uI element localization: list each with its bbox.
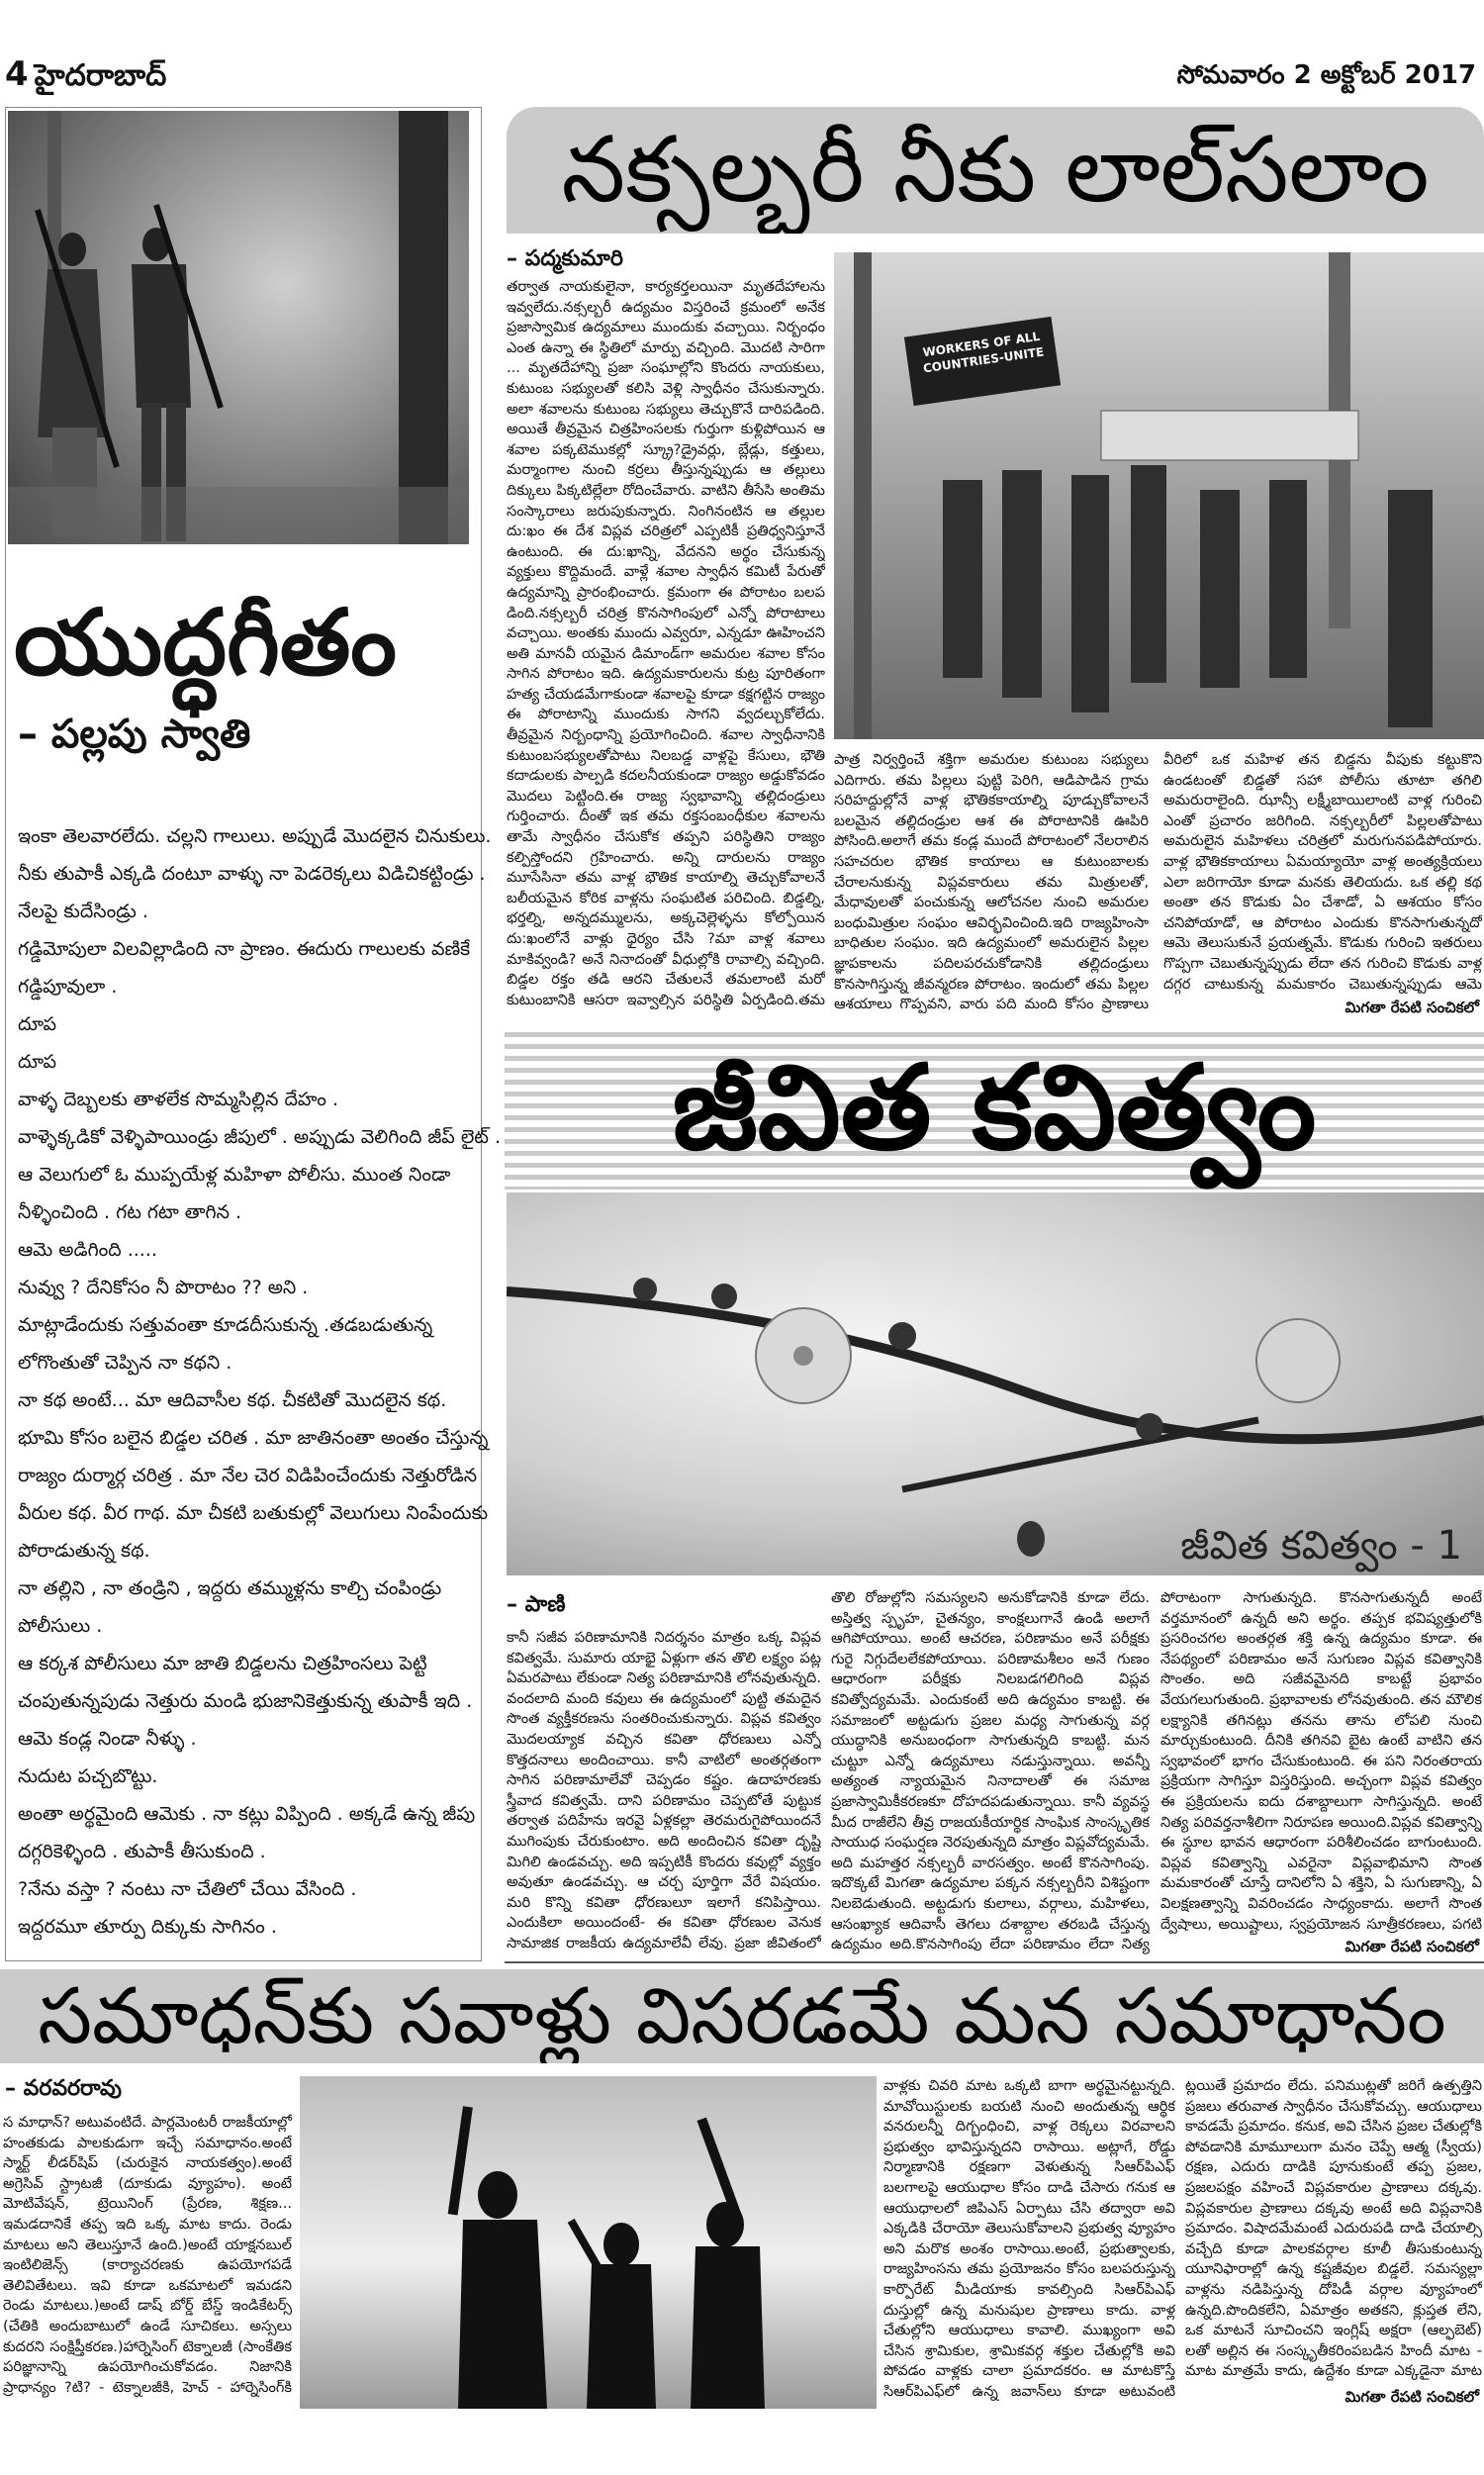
poem-body <box>18 817 502 1946</box>
poem-line: దగ్గరికెళ్ళింది . తుపాకీ తీసుకుంది . <box>18 1841 266 1862</box>
poem-line: అంతా అర్థమైంది ఆమెకు . నా కట్లు విప్పింది . అక్కడే ఉన్న జీపు <box>18 1803 476 1825</box>
article1-column-2: పాత్ర నిర్వర్తించే శక్తిగా అమరుల కుటుంబ సభ్యులు ఎదిగారు. తమ పిల్లలు పుట్టి పెరిగి, ఆడిపాడిన గ్రామ సరిహద్దుల్లోనే వాళ్ల భౌతికకాయాల్ని పూడ్చుకోవాలనే బలమైన తల్లిదండ్రుల ఆశ ఈ పోరాటానికి ఊపిరి పోసింది.అలాగే తమ కండ్ల ముందే పోరాటంలో నేలరాలిన సహచరుల భౌతిక కాయాలు ఆ కుటుంబాలకు చేరాలనుకున్న విప్లవకారులు తమ మిత్రులతో, మేధావులతో పంచుకున్న ఆలోచనల నుంచి అమరుల బంధుమిత్రుల సంఘం ఆవిర్భవించింది.ఇది రాజ్యహింసా బాధితుల సంఘం. ఇది ఉద్యమంలో అమరులైన పిల్లల జ్ఞాపకాలను పదిలపరచుకోడానికి తల్లిదండ్రులు కొనసాగిస్తున్న జీవన్మరణ పోరాటం. ఇందులో తమ పిల్లల ఆశయాలు గొప్పవని, వారు పది మంది కోసం ప్రాణాలు <box>834 751 1149 1013</box>
poem-line: ఇద్దరమూ తూర్పు దిక్కుకు సాగినం . <box>18 1916 277 1938</box>
article1-column-3: వీరిలో ఒక మహిళ తన బిడ్డను వీపుకు కట్టుకొని ఉండటంతో బిడ్డతో సహా పోలీసు తూటా తగిలి అమరురాలైంది. ఝాన్సీ లక్ష్మీబాయిలాంటి వాళ్ల గురించి ఎంతో ప్రచారం జరిగింది. నక్సల్బరీలో పిల్లలతోపాటు అమరులైన మహిళలు చరిత్రలో మరుగునపడిపోయారు. వాళ్ల భౌతికకాయాలు ఏమయ్యాయో వాళ్ల అంత్యక్రియలు ఎలా జరిగాయో కూడా మనకు తెలియదు. ఒక తల్లి కథ అంతా తన కొడుకు ఏం చేశాడో, ఏ ఆశయం కోసం చనిపోయాడో, ఆ పోరాటం ఎందుకు కొనసాగుతున్నదో ఆమె తెలుసుకునే ప్రయత్నమే. కొడుకు గురించి ఇతరులు గొప్పగా చెబుతున్నప్పుడు లేదా తన గురించి కొడుకు వాళ్ల దగ్గర చాటుకున్న మమకారం చెబుతున్నప్పుడు ఆమె <box>1163 751 1482 993</box>
guerrillas-silhouette-image <box>8 111 469 544</box>
article1-continued: మిగతా రేపటి సంచికలో <box>1345 999 1479 1016</box>
poem-line: భూమి కోసం బలైన బిడ్డల చరిత . మా జాతినంతా అంతం చేస్తున్న <box>18 1427 489 1449</box>
article2-photo <box>507 1192 1484 1575</box>
photo-banner-text: WORKERS OF ALL COUNTRIES-UNITE <box>921 329 1046 376</box>
poem-line: నా కథ అంటే... మా ఆదివాసీల కథ. చీకటితో మొదలైన కథ. <box>18 1389 447 1411</box>
article2-headline: జీవిత కవిత్వం <box>505 1025 1484 1190</box>
poem-line: పోలీసులు . <box>18 1615 103 1637</box>
poem-line: ఆ వెలుగులో ఓ ముప్పయేళ్ల మహిళా పోలీసు. ముంత నిండా <box>18 1164 451 1186</box>
poem-line: వాళ్ళెక్కడికో వెళ్ళిపాయిండ్రు జీపులో . అప్పుడు వెలిగింది జీప్ లైట్ . <box>18 1126 502 1148</box>
poem-line: దూప <box>18 1051 57 1073</box>
article3-headline: సమాధన్‌కు సవాళ్లు విసరడమే మన సమాధానం <box>0 1969 1484 2063</box>
poem-line: నుదుట పచ్చబొట్టు. <box>18 1765 158 1787</box>
poem-line: గడ్డిపూవులా . <box>18 976 118 998</box>
poem-line: పోరాడుతున్న కథ. <box>18 1540 150 1562</box>
article2-column-3: పోరాటంగా సాగుతున్నది. కొనసాగుతున్నదీ అంటే వర్తమానంలో ఉన్నదీ అని అర్థం. తప్పక భవిష్యత్తులోకి ప్రసరించగల అంతర్గత శక్తి ఉన్న ఉద్యమం కూడా. ఈ నేపథ్యంలో పరిణామం అనే సుగుణం విప్లవ కవిత్వానికి సొంతం. అది సజీవమైనది కాబట్టే ప్రభావం వేయగలుగుతుంది. ప్రభావాలకు లోనవుతుంది. తన మౌలిక లక్ష్యానికి తగినట్లు తనను తాను లోపలి నుంచి మార్చుకుంటుంది. దీనికి తగినవి బైట ఉంటే వాటిని తన స్వభావంలో భాగం చేసుకుంటుంది. ఈ పని నిరంతరాయ ప్రక్రియగా సాగిస్తూ విస్తరిస్తుంది. అచ్చంగా విప్లవ కవిత్వం ఈ ప్రక్రియలను ఐదు దశాబ్దాలుగా సాగిస్తున్నది. అంటే నిత్య పరివర్తనాశీలిగా నిరూపణ అయింది.విప్లవ కవిత్వాన్ని ఈ స్థూల భావన ఆధారంగా పరిశీలించడం బాగుంటుంది. విప్లవ కవిత్వాన్ని ఎవరైనా విప్లవాభిమాని సొంత మమకారంతో చూస్తే దానిలోని ఏ శక్తిని, ఏ సుగుణాన్ని, ఏ విలక్షణత్వాన్ని వివరించడం సాధ్యంకాదు. అలాగే సొంత ద్వేషాలు, అయిష్టాలు, స్వప్రయోజన సూత్రీకరణలు, పగటి <box>1160 1589 1482 1933</box>
article3-photo <box>300 2076 877 2409</box>
article3-column-3: ట్లయితే ప్రమాదం లేదు. పనిముట్లతో జరిగే ఉత్పత్తిని ప్రజలు తరువాత స్వాధీనం చేసుకోవచ్చు. ఆయుధాలు కావడమే ప్రమాదం. కనుక, అవి చేసిన ప్రజల చేతుల్లోకి పోవడానికి మామూలుగా మనం చెప్పే ఆత్మ (స్వీయ) రక్షణ, ఎదురు దాడికి పూనుకుంటే తప్ప ప్రజల, ప్రజలపక్షం వహించే విప్లవకారుల ప్రాణాలు దక్కవు. విప్లవకారుల ప్రాణాలు దక్కవు అంటే అది విప్లవానికి ప్రమాదం. విషాదమేమంటే ఎదురుపడి దాడి చేయాల్సి వచ్చేది కూడా పాలకవర్గాల కూలీ తీసుకుంటున్న యూనిఫారాల్లో ఉన్న కష్టజీవుల బిడ్డలే. సమస్యల్లా వాళ్లను నడిపిస్తున్న దోపిడీ వర్గాల వ్యూహంలో ఉన్నది.పొందికలేని, ఏమాత్రం అతకని, క్లుప్తత లేని, ఒక మాటనే సూచించని ఇంగ్లిష్ అక్షరా (ఆల్ఫబెట్) లతో అల్లిన ఈ సంస్కృతీకరింపబడిన హిందీ మాట - మాట మాత్రమే కాదు, ఉద్దేశం కూడా ఎక్కడైనా మాట <box>1185 2077 1482 2380</box>
poem-line: మాట్లాడేందుకు సత్తువంతా కూడదీసుకున్న .తడబడుతున్న <box>18 1314 433 1336</box>
article3-continued: మిగతా రేపటి సంచికలో <box>1345 2388 1479 2406</box>
poem-line: రాజ్యం దుర్మార్గ చరిత్ర . మా నేల చెర విడిపించేందుకు నెత్తురోడిన <box>18 1465 478 1486</box>
poem-line: నా తల్లిని , నా తండ్రిని , ఇద్దరు తమ్ముళ్లను కాల్చి చంపిండ్రు <box>18 1577 442 1599</box>
poem-line: ఇంకా తెలవారలేదు. చల్లని గాలులు. అప్పుడే మొదలైన చినుకులు. <box>18 825 492 847</box>
poem-line: వీరుల కథ. వీర గాథ. మా చీకటి బతుకుల్లో వెలుగులు నింపేందుకు <box>18 1502 489 1524</box>
poem-line: నేలపై కుదేసిండ్రు . <box>18 901 148 922</box>
edition-name: హైదరాబాద్ <box>34 58 167 93</box>
poem-line: ఆ కర్కశ పోలీసులు మా జాతి బిడ్డలను చిత్రహింసలు పెట్టి <box>18 1653 427 1674</box>
poem-line: లోగొంతుతో చెప్పిన నా కథని . <box>18 1352 232 1374</box>
issue-date: సోమవారం 2 అక్టోబర్ 2017 <box>1176 60 1476 90</box>
poem-line: గడ్డిమోపులా విలవిల్లాడింది నా ప్రాణం. ఈదురు గాలులకు వణికే <box>18 938 471 960</box>
poem-line: నీళ్ళించింది . గట గటా తాగిన . <box>18 1201 242 1223</box>
poem-photo <box>8 111 469 544</box>
article2-byline: – పాణి <box>507 1592 566 1617</box>
article1-column-1: తర్వాత నాయకులైనా, కార్యకర్తలయినా మృతదేహాలను ఇవ్వలేదు.నక్సల్బరీ ఉద్యమం విస్తరించే క్రమంలో అనేక ప్రజాస్వామిక ఉద్యమాలు ముందుకు వచ్చాయి. నిర్బంధం ఎంత ఉన్నా ఈ స్థితిలో మార్పు వచ్చింది. మొదటి సారిగా ... మృతదేహాన్ని ప్రజా సంఘాల్లోని కొందరు నాయకులు, కుటుంబ సభ్యులతో కలిసి వెళ్లి స్వాధీనం చేసుకున్నారు. అలా శవాలను కుటుంబ సభ్యులు తెచ్చుకొనే దారిపడింది. అయితే తీవ్రమైన చిత్రహింసలకు గుర్తుగా కుళ్లిపోయిన ఆ శవాల పక్కటెముకల్లో స్క్రూ?డ్రైవర్లు, బ్లేడ్లు, కత్తులు, మర్మాంగాల నుంచి కర్రలు తీస్తున్నప్పుడు ఆ తల్లులు దిక్కులు పిక్కటిల్లేలా రోదించేవారు. వాటిని తీసేసి అంతిమ సంస్కారాలు జరుపుకున్నారు. నింగినంటిన ఆ తల్లుల దు:ఖం ఈ దేశ విప్లవ చరిత్రలో ఎప్పటికీ ప్రతిధ్వనిస్తూనే ఉంటుంది. ఈ దు:ఖాన్ని, వేదనని అర్థం చేసుకున్న వ్యక్తులు కొద్దిమందే. వాళ్లే శవాల స్వాధీన కమిటీ పేరుతో ఉద్యమాన్ని ప్రారంభించారు. క్రమంగా ఈ పోరాటం బలప డింది.నక్సల్బరీ చరిత్ర కొనసాగింపులో ఎన్నో పోరాటాలు వచ్చాయి. అంతకు ముందు ఎవ్వరూ, ఎన్నడూ ఊహించని అతి మానవీ యమైన డిమాండ్‌గా అమరుల శవాల కోసం సాగిన పోరాటం ఇది. ఉద్యమకారులను కుట్ర పూరితంగా హత్య చేయడమేగాకుండా శవాలపై కూడా కక్షగట్టిన రాజ్యం ఈ పోరాటాన్ని ముందుకు సాగని వ్వదల్చుకోలేదు. తీవ్రమైన నిర్బంధాన్ని ప్రయోగించింది. శవాల స్వాధీనానికి కుటుంబసభ్యులతోపాటు నిలబడ్డ వాళ్లపై కేసులు, భౌతి కదాడులకు పాల్పడి కదలనీయకుండా రాజ్యం అడ్డుకోవడం మొదలు పెట్టింది.ఈ రాజ్య స్వభావాన్ని తల్లిదండ్రులు గుర్తించారు. దీంతో ఇక తమ రక్తసంబంధీకుల శవాలను తామే స్వాధీనం చేసుకోక తప్పని పరిస్థితిని రాజ్యం కల్పిస్తోందని గ్రహించారు. అన్ని దారులను రాజ్యం మూసేసినా తమ వాళ్ల భౌతిక కాయాల్ని తెచ్చుకోవాలనే బలీయమైన కోరిక వాళ్లను సంఘటిత పరిచింది. బిడ్డల్ని, భర్తల్ని, అన్నదమ్ములను, అక్కచెల్లెళ్ళను కోల్పోయిన దు:ఖంలోనే వాళ్లు ధైర్యం చేసి ?మా వాళ్ల శవాలు మాకివ్వండి? అనే నినాదంతో వీధుల్లోకి రావాల్సి వచ్చింది. బిడ్డల రక్తం తడి ఆరని చేతులనే తమలాంటి మరో కుటుంబానికి ఆసరా ఇవ్వాల్సిన పరిస్థితి ఏర్పడింది.తమ <box>507 278 825 1008</box>
divider <box>505 1961 1484 1963</box>
poem-title: యుద్ధగీతం <box>14 590 397 696</box>
article2-continued: మిగతా రేపటి సంచికలో <box>1345 1938 1479 1955</box>
page-header-left <box>5 54 166 96</box>
snowy-blossom-branch-image <box>507 1192 1484 1575</box>
poem-line: నీకు తుపాకీ ఎక్కడి దంటూ వాళ్ళు నా పెడరెక్కలు విడిచికట్టిండ్రు . <box>18 863 486 885</box>
page-number: 4 <box>5 54 29 94</box>
article1-headline: నక్సల్బరీ నీకు లాల్‌సలాం <box>507 107 1484 234</box>
poem-line: ?నేను వస్తా ? నంటు నా చేతిలో చేయి వేసింది . <box>18 1878 357 1900</box>
article3-byline: – వరవరరావు <box>5 2076 122 2101</box>
poem-line: దూప <box>18 1013 57 1035</box>
article2-column-1: కానీ సజీవ పరిణామానికి నిదర్శనం మాత్రం ఒక్క విప్లవ కవిత్వమే. సుమారు యాభై ఏళ్లుగా తన తొలి లక్ష్యం పట్ల ఏమరపాటు లేకుండా నిత్య పరిణామానికి లోనవుతున్నది. వందలాది మంది కవులు ఈ ఉద్యమంలో పుట్టి తమదైన సొంత వ్యక్తీకరణను సంతరించుకున్నారు. విప్లవ కవిత్వం మొదలయ్యాక వచ్చిన కవితా ధోరణులు ఎన్నో కొత్తదనాలు అందించాయి. కానీ వాటిలో అంతర్గతంగా సాగిన పరిణామాలేవో చెప్పడం కష్టం. ఉదాహరణకు స్త్రీవాద కవిత్వమే. దాని పరిణామం చెప్పటోతే పుట్టుక తర్వాత పదిహేను ఇరవై ఏళ్లకల్లా తెరమరుగైపోయిందనే ముగింపుకు చేరుకుంటాం. అది అందించిన కవితా దృష్టి మిగిలి ఉండవచ్చు. అది ఇప్పటికీ కొందరు కవుల్లో వ్యక్తం అవుతూ ఉండవచ్చు. ఆ చర్చ పూర్తిగా వేరే విషయం. మరి కొన్ని కవితా ధోరణులూ ఇలాగే కనిపిస్తాయి. ఎందుకిలా అయిందంటే- ఈ కవితా ధోరణుల వెనుక సామాజిక రాజకీయ ఉద్యమాలేవీ లేవు. ప్రజా జీవితంలో <box>507 1629 821 1951</box>
poem-line: ఆమె అడిగింది ..... <box>18 1239 157 1261</box>
armed-silhouettes-image <box>300 2076 877 2409</box>
article1-byline: – పద్మకుమారి <box>507 246 623 271</box>
article2-photo-caption: జీవిత కవిత్వం - 1 <box>1180 1523 1462 1569</box>
poem-line: వాళ్ళ దెబ్బలకు తాళలేక సొమ్మసిల్లిన దేహం . <box>18 1089 338 1110</box>
poem-line: చంపుతున్నపుడు నెత్తురు మండి భుజానికెత్తుకున్న తుపాకీ ఇది . <box>18 1690 473 1712</box>
poem-author: – పల్లపు స్వాతి <box>18 712 251 757</box>
march-photo-image <box>834 252 1484 739</box>
article3-column-2: వాళ్లకు చివరి మాట ఒక్కటి బాగా అర్థమైనట్టున్నది. మావోయిస్టులకు బయటి నుంచి అందుతున్న ఆర్థిక వనరులన్నీ దిగ్బంధించి, వాళ్ల రెక్కలు విరవాలని ప్రభుత్వం భావిస్తున్నదని రాసాయి. అట్లాగే, రోడ్డు నిర్మాణానికి రక్షణగా వెళుతున్న సిఆర్‌పిఎఫ్ బలగాలపై ఆయుధాల కోసం దాడి చేసారు గనుక ఆ ఆయుధాలలో జిపిఎస్ ఏర్పాటు చేసి తద్వారా అవి ఎక్కడికి చేరాయో తెలుసుకోవాలని ప్రభుత్వ వ్యూహం అని మరొక అంశం రాసాయి.అంటే, ప్రభుత్వాలకు, రాజ్యహింసను తమ ప్రయోజనం కోసం బలపరుస్తున్న కార్పొరేట్ మీడియాకు కావల్సింది సిఆర్‌పిఎఫ్ దుస్తుల్లో ఉన్న మనుషుల ప్రాణాలు కాదు. వాళ్ల చేతుల్లోని ఆయుధాలు కావాలి. ముఖ్యంగా అవి చేసిన శ్రామికుల, శ్రామికవర్గ శక్తుల చేతుల్లోకి అవి పోవడం వాళ్లకు చాలా ప్రమాదకరం. ఆ మాటకొస్తే సిఆర్‌పిఎఫ్‌లో ఉన్న జవాన్‌లు కూడా అటువంటి <box>883 2077 1175 2400</box>
poem-line: ఆమె కండ్ల నిండా నీళ్ళు . <box>18 1728 197 1750</box>
article2-column-2: తొలి రోజుల్లోని సమస్యలని అనుకోడానికి కూడా లేదు. అస్తిత్వ స్పృహ, చైతన్యం, కాంక్షలుగానే ఉండి అలాగే ఆగిపోయాయి. అంటే ఆచరణ, పరిణామం అనే పరీక్షకు గురై నిగ్గుదేలలేకపోయాయి. పరిణామశీలం అనే గుణం ఆధారంగా పరీక్షకు నిలబడగలిగింది విప్లవ కవిత్వోద్యమమే. ఎందుకంటే అది ఉద్యమం కాబట్టి. ఈ సమాజంలో అట్టడుగు ప్రజల మధ్య సాగుతున్న వర్గ యుద్ధానికి అనుబంధంగా సాగుతున్నది కాబట్టి. మన చుట్టూ ఎన్నో ఉద్యమాలు నడుస్తున్నాయి. అవన్నీ అత్యంత న్యాయమైన నినాదాలతో ఈ సమాజ ప్రజాస్వామికీకరణకూ దోహదపడుతున్నాయి. కానీ వ్యవస్థ మీద రాజీలేని తీవ్ర రాజయకీయార్థిక సాంఘిక సాంస్కృతిక సాయుధ సంఘర్షణ నెరపుతున్నది మాత్రం విప్లవోద్యమమే. అది మహత్తర నక్సల్బరీ వారసత్వం. అంటే కొనసాగింపు. ఇదొక్కటే మిగతా ఉద్యమాల పక్కన నక్సల్బరీని విశిష్టంగా నిలబెడుతుంది. అట్టడుగు కులాలు, వర్గాలు, మహిళలు, ఆసంఖ్యాక ఆదివాసీ తెగలు దశాబ్దాల తరబడి చేస్తున్న ఉద్యమం అది.కొనసాగింపు లేదా పరిణామం లేదా నిత్య <box>831 1589 1150 1953</box>
article3-column-1: స మాధాన్? అటువంటిదే. పార్లమెంటరీ రాజకీయాల్లో హంతకుడు పాలకుడుగా ఇచ్చే సమాధానం.అంటే స్మార్ట్ లీడర్‌షిప్ (చురుకైన నాయకత్వం).అంటే అగ్రెసివ్ స్ట్రాటజీ (దూకుడు వ్యూహం). అంటే మోటివేషన్, ట్రెయినింగ్ (ప్రేరణ, శిక్షణ... ఇమడదానికే తప్ప ఇది ఒక్క మాట కాదు. రెండు మాటలు అని తెలుస్తూనే ఉంది.)అంటే యాక్షనబుల్ ఇంటిలిజెన్స్ (కార్యాచరణకు ఉపయోగపడే తెలివితేటలు. ఇవి కూడా ఒకమాటలో ఇమడని రెండు మాటలు.)అంటే డాష్ బోర్డ్ బేస్డ్ ఇండికేటర్స్ (చేతికి అందుబాటులో ఉండే సూచికలు. అస్సలు కుదరని సంక్షిప్తీకరణ.)హార్నెసింగ్ టెక్నాలజీ (సాంకేతిక పరిజ్ఞానాన్ని ఉపయోగించుకోవడం. నిజానికి ప్రాధాన్యం ?టి? - టెక్నాలజీకి, హెచ్ - హార్నెసింగ్‌కి <box>3 2114 292 2396</box>
article1-photo <box>834 252 1484 739</box>
poem-line: నువ్వు ? దేనికోసం నీ పొరాటం ?? అని . <box>18 1277 309 1298</box>
